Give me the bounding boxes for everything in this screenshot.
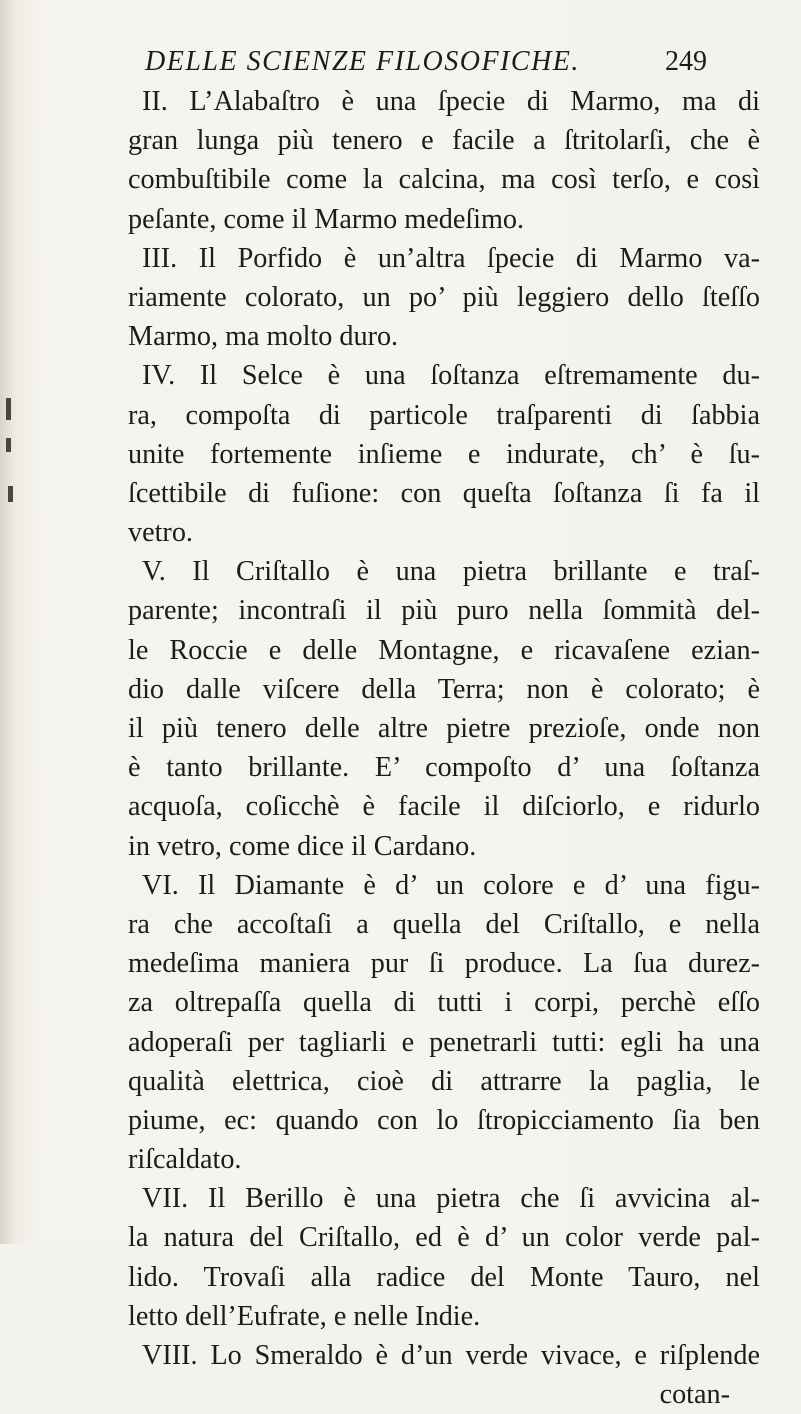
text-line: unite fortemente inſieme e indurate, ch’ è ſu- bbox=[128, 438, 760, 470]
text-line: Marmo, ma molto duro. bbox=[128, 321, 399, 353]
text-line: VI. Il Diamante è d’ un colore e d’ una figu- bbox=[142, 869, 760, 901]
text-line: za oltrepaſſa quella di tutti i corpi, perchè eſſo bbox=[128, 987, 760, 1019]
text-line: le Roccie e delle Montagne, e ricavaſene ezian- bbox=[128, 634, 760, 666]
text-line: qualità elettrica, cioè di attrarre la paglia, le bbox=[128, 1065, 760, 1097]
text-line: parente; incontraſi il più puro nella ſommità del- bbox=[128, 595, 760, 627]
text-line: è tanto brillante. E’ compoſto d’ una ſoſtanza bbox=[128, 752, 760, 784]
text-line: ſcettibile di fuſione: con queſta ſoſtanza ſi fa il bbox=[128, 477, 760, 509]
text-line: medeſima maniera pur ſi produce. La ſua durez- bbox=[128, 948, 760, 980]
text-line: V. Il Criſtallo è una pietra brillante e traſ- bbox=[142, 556, 760, 588]
text-line: ra che accoſtaſi a quella del Criſtallo, e nella bbox=[128, 908, 760, 940]
text-line: IV. Il Selce è una ſoſtanza eſtremamente du- bbox=[142, 360, 760, 392]
text-line: VII. Il Berillo è una pietra che ſi avvicina al- bbox=[142, 1183, 760, 1215]
running-head: DELLE SCIENZE FILOSOFICHE. bbox=[145, 46, 580, 77]
text-line: la natura del Criſtallo, ed è d’ un color verde pal- bbox=[128, 1222, 760, 1254]
text-line: acquoſa, coſicchè è facile il diſciorlo, e ridurlo bbox=[128, 791, 760, 823]
text-line: gran lunga più tenero e facile a ſtritolarſi, che è bbox=[128, 125, 760, 157]
text-line: riſcaldato. bbox=[128, 1144, 242, 1176]
text-line: adoperaſi per tagliarli e penetrarli tutti: egli ha una bbox=[128, 1026, 760, 1058]
text-line: letto dell’Eufrate, e nelle Indie. bbox=[128, 1300, 481, 1332]
text-line: ra, compoſta di particole traſparenti di ſabbia bbox=[128, 399, 760, 431]
edge-mark bbox=[6, 438, 11, 452]
page-number: 249 bbox=[665, 46, 707, 77]
page-gutter-shadow bbox=[0, 0, 18, 1244]
edge-mark bbox=[8, 486, 13, 502]
text-line: III. Il Porfido è un’altra ſpecie di Marmo va- bbox=[142, 242, 760, 274]
text-line: VIII. Lo Smeraldo è d’un verde vivace, e riſplende bbox=[142, 1340, 760, 1371]
text-line: vetro. bbox=[128, 517, 193, 549]
text-line: II. L’Alabaſtro è una ſpecie di Marmo, ma di bbox=[142, 86, 760, 117]
page-body bbox=[128, 82, 760, 1414]
text-line: in vetro, come dice il Cardano. bbox=[128, 830, 477, 862]
text-line: il più tenero delle altre pietre prezioſe, onde non bbox=[128, 713, 760, 744]
text-line: peſante, come il Marmo medeſimo. bbox=[128, 203, 525, 235]
catchword: cotan- bbox=[659, 1379, 730, 1411]
text-line: piume, ec: quando con lo ſtropicciamento ſia ben bbox=[128, 1104, 760, 1136]
text-line: combuſtibile come la calcina, ma così terſo, e così bbox=[128, 164, 760, 196]
text-line: riamente colorato, un po’ più leggiero dello ſteſſo bbox=[128, 281, 760, 313]
text-line: dio dalle viſcere della Terra; non è colorato; è bbox=[128, 673, 760, 705]
edge-mark bbox=[6, 398, 11, 420]
text-line: lido. Trovaſi alla radice del Monte Tauro, nel bbox=[128, 1261, 760, 1293]
